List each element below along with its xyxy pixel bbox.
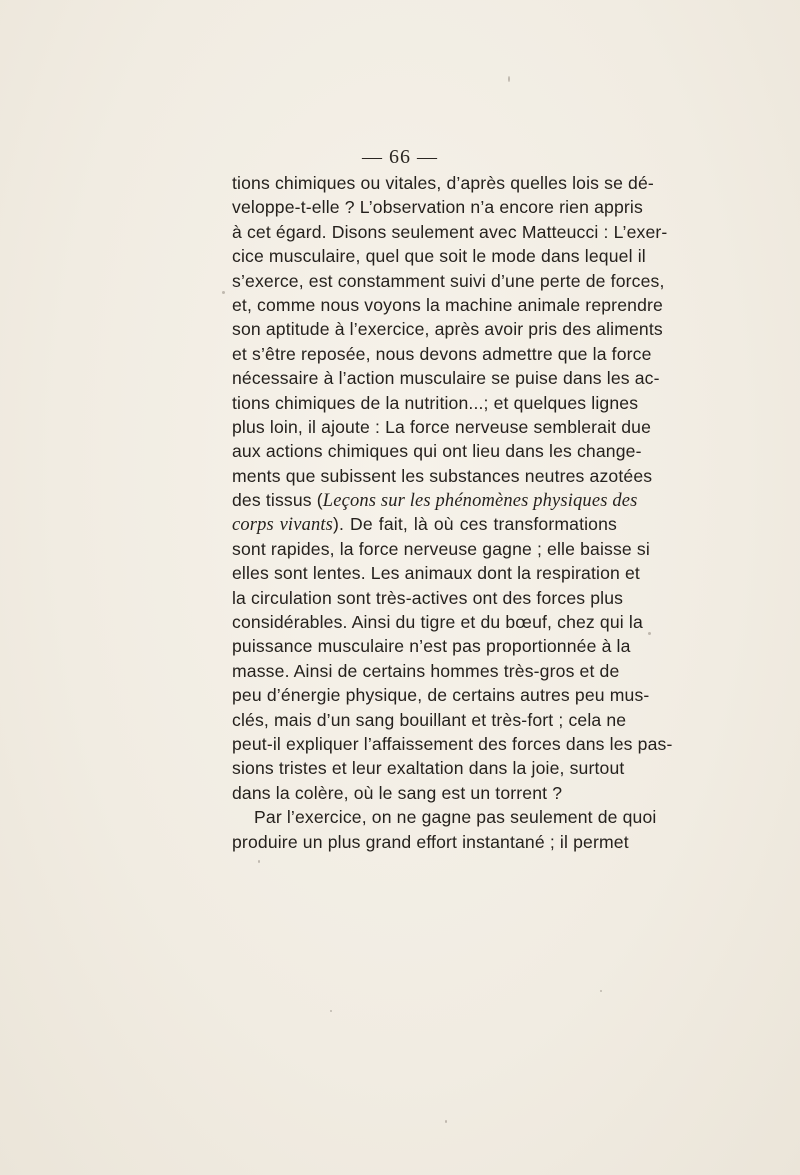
text-line: nécessaire à l’action musculaire se puise dans les ac-	[232, 368, 660, 389]
text-line: ments que subissent les substances neutres azotées	[232, 465, 653, 486]
text-line: puissance musculaire n’est pas proportionnée à la	[232, 636, 631, 657]
body-text	[232, 171, 673, 854]
text-line: s’exerce, est constamment suivi d’une perte de forces,	[232, 270, 665, 291]
text-line-citation	[232, 512, 617, 536]
page-number: — 66 —	[362, 146, 438, 168]
text-line-indented: Par l’exercice, on ne gagne pas seulement de quoi	[254, 807, 657, 828]
text-line: clés, mais d’un sang bouillant et très-fort ; cela ne	[232, 709, 627, 730]
book-title-italic: corps vivants	[232, 515, 334, 536]
text-line: sont rapides, la force nerveuse gagne ; elle baisse si	[232, 538, 650, 559]
text-line: peut-il expliquer l’affaissement des forces dans les pas-	[232, 733, 673, 754]
paper-speck	[508, 76, 510, 82]
text-line: masse. Ainsi de certains hommes très-gros et de	[232, 660, 620, 681]
text-line: la circulation sont très-actives ont des forces plus	[232, 587, 624, 608]
text-line: et, comme nous voyons la machine animale reprendre	[232, 294, 663, 315]
text-line: peu d’énergie physique, de certains autres peu mus-	[232, 685, 650, 706]
paper-speck	[330, 1010, 332, 1012]
text-line: considérables. Ainsi du tigre et du bœuf, chez qui la	[232, 612, 643, 633]
paper-speck	[222, 291, 225, 294]
text-line: plus loin, il ajoute : La force nerveuse semblerait due	[232, 416, 652, 437]
text-line: elles sont lentes. Les animaux dont la respiration et	[232, 563, 640, 584]
text-line: aux actions chimiques qui ont lieu dans les change-	[232, 441, 642, 462]
book-title-italic: Leçons sur les phénomènes physiques des	[322, 491, 638, 512]
paper-speck	[648, 632, 651, 635]
text-line-paragraph-end: dans la colère, où le sang est un torrent ?	[232, 782, 563, 803]
text-line: tions chimiques ou vitales, d’après quelles lois se dé-	[232, 173, 654, 193]
text-line: son aptitude à l’exercice, après avoir pris des aliments	[232, 319, 663, 340]
text-line: sions tristes et leur exaltation dans la joie, surtout	[232, 758, 625, 779]
paper-speck	[445, 1120, 447, 1123]
paper-speck	[258, 860, 260, 863]
text-segment: des tissus (	[232, 490, 323, 511]
text-segment: ). De fait, là où ces transformations	[333, 514, 617, 535]
text-line-citation	[232, 488, 638, 512]
text-line: produire un plus grand effort instantané ; il permet	[232, 831, 629, 852]
text-line: veloppe-t-elle ? L’observation n’a encore rien appris	[232, 197, 643, 218]
text-line: tions chimiques de la nutrition...; et quelques lignes	[232, 392, 639, 413]
text-line: cice musculaire, quel que soit le mode dans lequel il	[232, 246, 646, 267]
text-line: à cet égard. Disons seulement avec Matteucci : L’exer-	[232, 221, 668, 242]
paper-speck	[600, 990, 602, 992]
text-line: et s’être reposée, nous devons admettre que la force	[232, 343, 652, 364]
